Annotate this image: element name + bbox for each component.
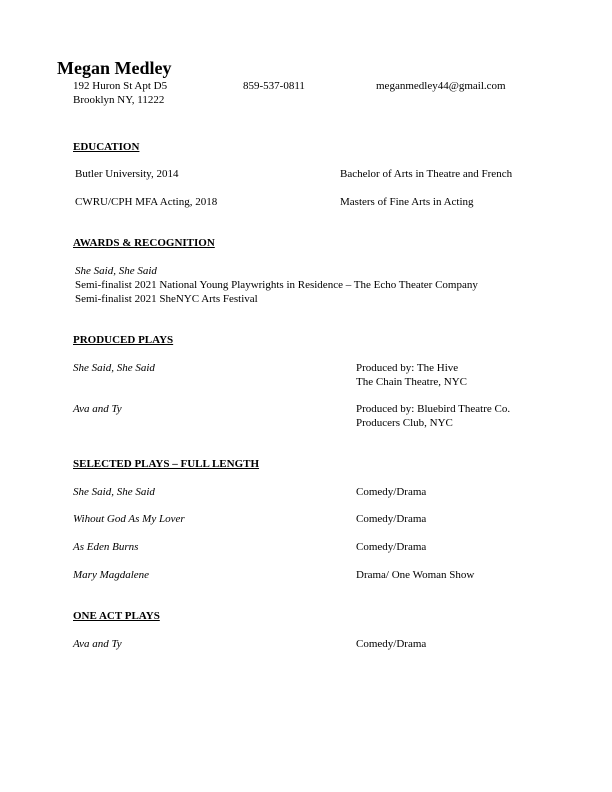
produced-plays-heading: PRODUCED PLAYS xyxy=(73,334,174,346)
phone-number: 859-537-0811 xyxy=(243,80,305,92)
full-length-title: Mary Magdalene xyxy=(73,569,150,581)
full-length-title: As Eden Burns xyxy=(73,541,139,553)
full-length-genre: Comedy/Drama xyxy=(356,513,427,525)
award-line: Semi-finalist 2021 National Young Playwrights in Residence – The Echo Theater Company xyxy=(75,279,478,291)
produced-venue: The Chain Theatre, NYC xyxy=(356,376,467,388)
produced-by: Produced by: The Hive xyxy=(356,362,459,374)
education-heading: EDUCATION xyxy=(73,141,140,153)
address-line-1: 192 Huron St Apt D5 xyxy=(73,80,168,92)
one-act-heading: ONE ACT PLAYS xyxy=(73,610,160,622)
education-school: Butler University, 2014 xyxy=(75,168,179,180)
education-school: CWRU/CPH MFA Acting, 2018 xyxy=(75,196,218,208)
produced-play-title: Ava and Ty xyxy=(73,403,122,415)
one-act-genre: Comedy/Drama xyxy=(356,638,427,650)
full-length-genre: Comedy/Drama xyxy=(356,541,427,553)
full-length-heading: SELECTED PLAYS – FULL LENGTH xyxy=(73,458,260,470)
education-degree: Masters of Fine Arts in Acting xyxy=(340,196,474,208)
awards-heading: AWARDS & RECOGNITION xyxy=(73,237,215,249)
produced-venue: Producers Club, NYC xyxy=(356,417,453,429)
full-length-title: She Said, She Said xyxy=(73,486,155,498)
full-length-genre: Drama/ One Woman Show xyxy=(356,569,475,581)
education-degree: Bachelor of Arts in Theatre and French xyxy=(340,168,513,180)
one-act-title: Ava and Ty xyxy=(73,638,122,650)
award-line: Semi-finalist 2021 SheNYC Arts Festival xyxy=(75,293,258,305)
resume-name: Megan Medley xyxy=(57,58,172,78)
produced-by: Produced by: Bluebird Theatre Co. xyxy=(356,403,511,415)
awards-play-title: She Said, She Said xyxy=(75,265,157,277)
full-length-title: Wihout God As My Lover xyxy=(73,513,185,525)
full-length-genre: Comedy/Drama xyxy=(356,486,427,498)
email-address: meganmedley44@gmail.com xyxy=(376,80,506,92)
produced-play-title: She Said, She Said xyxy=(73,362,155,374)
address-line-2: Brooklyn NY, 11222 xyxy=(73,94,165,106)
